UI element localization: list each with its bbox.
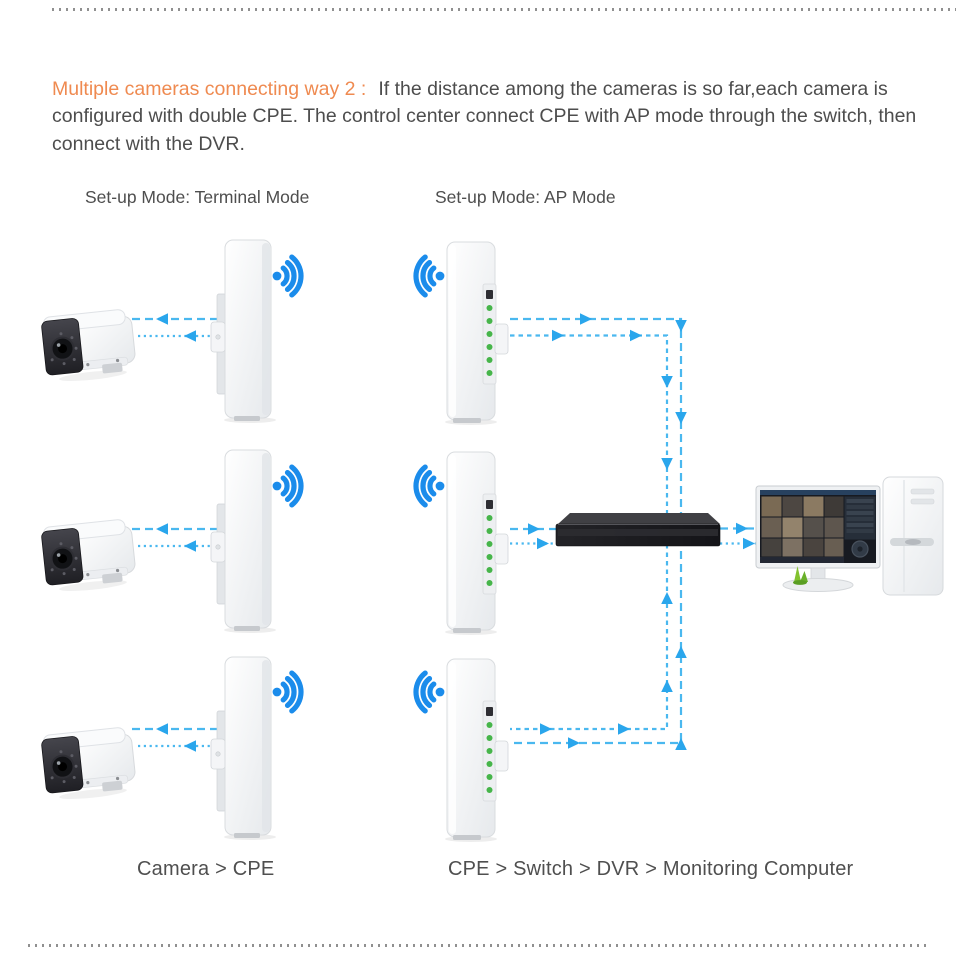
ap-mode-label: Set-up Mode: AP Mode: [435, 187, 616, 207]
cpe-terminal-device: [211, 450, 276, 633]
cpe-ap-device: [445, 659, 508, 842]
caption-camera-cpe: Camera > CPE: [137, 858, 275, 880]
cctv-camera: [41, 726, 138, 802]
cpe-terminal-device: [211, 657, 276, 840]
wifi-signal-icon: [273, 467, 301, 505]
terminal-mode-label: Set-up Mode: Terminal Mode: [85, 187, 310, 207]
cpe-ap-device: [445, 242, 508, 425]
bottom-dotted-divider: [28, 944, 930, 947]
wifi-signal-icon: [416, 257, 444, 295]
computer-tower: [883, 477, 943, 595]
intro-heading: Multiple cameras connecting way 2 :: [52, 77, 367, 100]
cpe-ap-device: [445, 452, 508, 635]
intro-body: If the distance among the cameras is so far,each camera is configured with double CPE. The control center connect CPE with AP mode through the switch, then connect with the DVR.: [52, 77, 917, 155]
network-switch-device: [556, 513, 720, 546]
wifi-signal-icon: [273, 673, 301, 711]
wifi-signal-icon: [416, 673, 444, 711]
cctv-camera: [41, 308, 138, 384]
cctv-camera: [41, 518, 138, 594]
caption-cpe-switch-dvr: CPE > Switch > DVR > Monitoring Computer: [448, 858, 854, 880]
dvr-monitor: [756, 486, 880, 592]
cpe-terminal-device: [211, 240, 276, 423]
wifi-signal-icon: [416, 467, 444, 505]
wifi-signal-icon: [273, 257, 301, 295]
